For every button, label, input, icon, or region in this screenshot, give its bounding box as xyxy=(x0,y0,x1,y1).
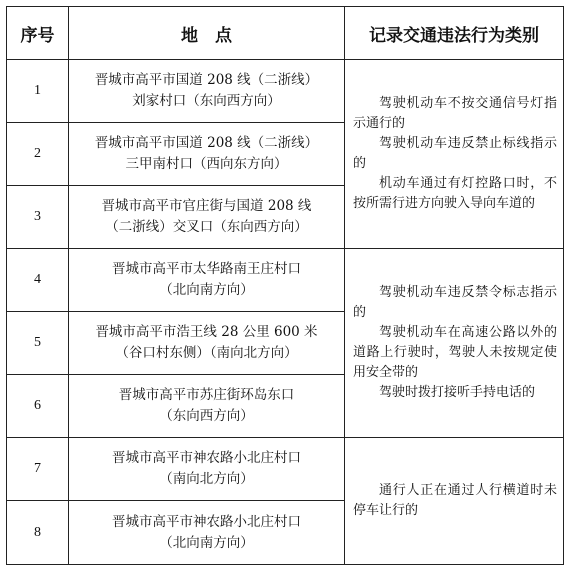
row-location xyxy=(69,438,345,501)
location-line: 晋城市高平市国道 208 线（二浙线） xyxy=(94,135,319,151)
location-line: 晋城市高平市浩王线 28 公里 600 米 xyxy=(95,324,318,340)
location-line: （南向北方向） xyxy=(159,471,254,487)
row-seq: 7 xyxy=(7,438,69,501)
row-seq: 6 xyxy=(7,375,69,438)
category-item: 驾驶机动车违反禁止标线指示的 xyxy=(353,136,557,171)
row-location xyxy=(69,501,345,565)
category-item: 机动车通过有灯控路口时，不按所需行进方向驶入导向车道的 xyxy=(353,176,557,211)
location-line: 刘家村口（东向西方向） xyxy=(132,93,281,109)
row-location xyxy=(69,186,345,249)
row-seq: 2 xyxy=(7,123,69,186)
category-item: 驾驶时拨打接听手持电话的 xyxy=(379,385,536,400)
header-seq: 序号 xyxy=(7,7,69,60)
row-location xyxy=(69,123,345,186)
row-seq: 3 xyxy=(7,186,69,249)
location-line: （东向西方向） xyxy=(159,408,254,424)
location-line: 晋城市高平市官庄街与国道 208 线 xyxy=(101,198,312,214)
header-category: 记录交通违法行为类别 xyxy=(345,7,564,60)
location-line: 晋城市高平市太华路南王庄村口 xyxy=(112,261,301,277)
location-line: 晋城市高平市神农路小北庄村口 xyxy=(112,513,301,530)
category-cell-pedestrian xyxy=(345,438,564,565)
table-header-row xyxy=(7,7,564,60)
category-item: 驾驶机动车在高速公路以外的道路上行驶时，驾驶人未按规定使用安全带的 xyxy=(353,325,557,380)
category-item: 驾驶机动车不按交通信号灯指示通行的 xyxy=(353,96,557,131)
table-row xyxy=(7,60,564,123)
row-seq: 5 xyxy=(7,312,69,375)
table-row xyxy=(7,438,564,501)
row-location xyxy=(69,249,345,312)
location-line: （二浙线）交叉口（东向西方向） xyxy=(105,219,308,235)
category-cell-signal xyxy=(345,60,564,249)
location-line: （北向南方向） xyxy=(159,534,254,551)
table-row xyxy=(7,249,564,312)
row-seq: 1 xyxy=(7,60,69,123)
location-line: 晋城市高平市神农路小北庄村口 xyxy=(112,450,301,466)
violation-locations-table xyxy=(6,6,564,565)
row-seq: 4 xyxy=(7,249,69,312)
location-line: 晋城市高平市国道 208 线（二浙线） xyxy=(94,72,319,88)
category-item: 驾驶机动车违反禁令标志指示的 xyxy=(353,285,557,320)
row-seq: 8 xyxy=(7,501,69,565)
category-cell-prohibition xyxy=(345,249,564,438)
location-line: 三甲南村口（西向东方向） xyxy=(125,156,288,172)
row-location xyxy=(69,375,345,438)
location-line: （谷口村东侧）（南向北方向） xyxy=(115,345,298,361)
location-line: （北向南方向） xyxy=(159,282,254,298)
location-line: 晋城市高平市苏庄街环岛东口 xyxy=(118,387,295,403)
row-location xyxy=(69,312,345,375)
category-item: 通行人正在通过人行横道时未停车让行的 xyxy=(353,483,557,518)
header-location: 地 点 xyxy=(69,7,345,60)
row-location xyxy=(69,60,345,123)
